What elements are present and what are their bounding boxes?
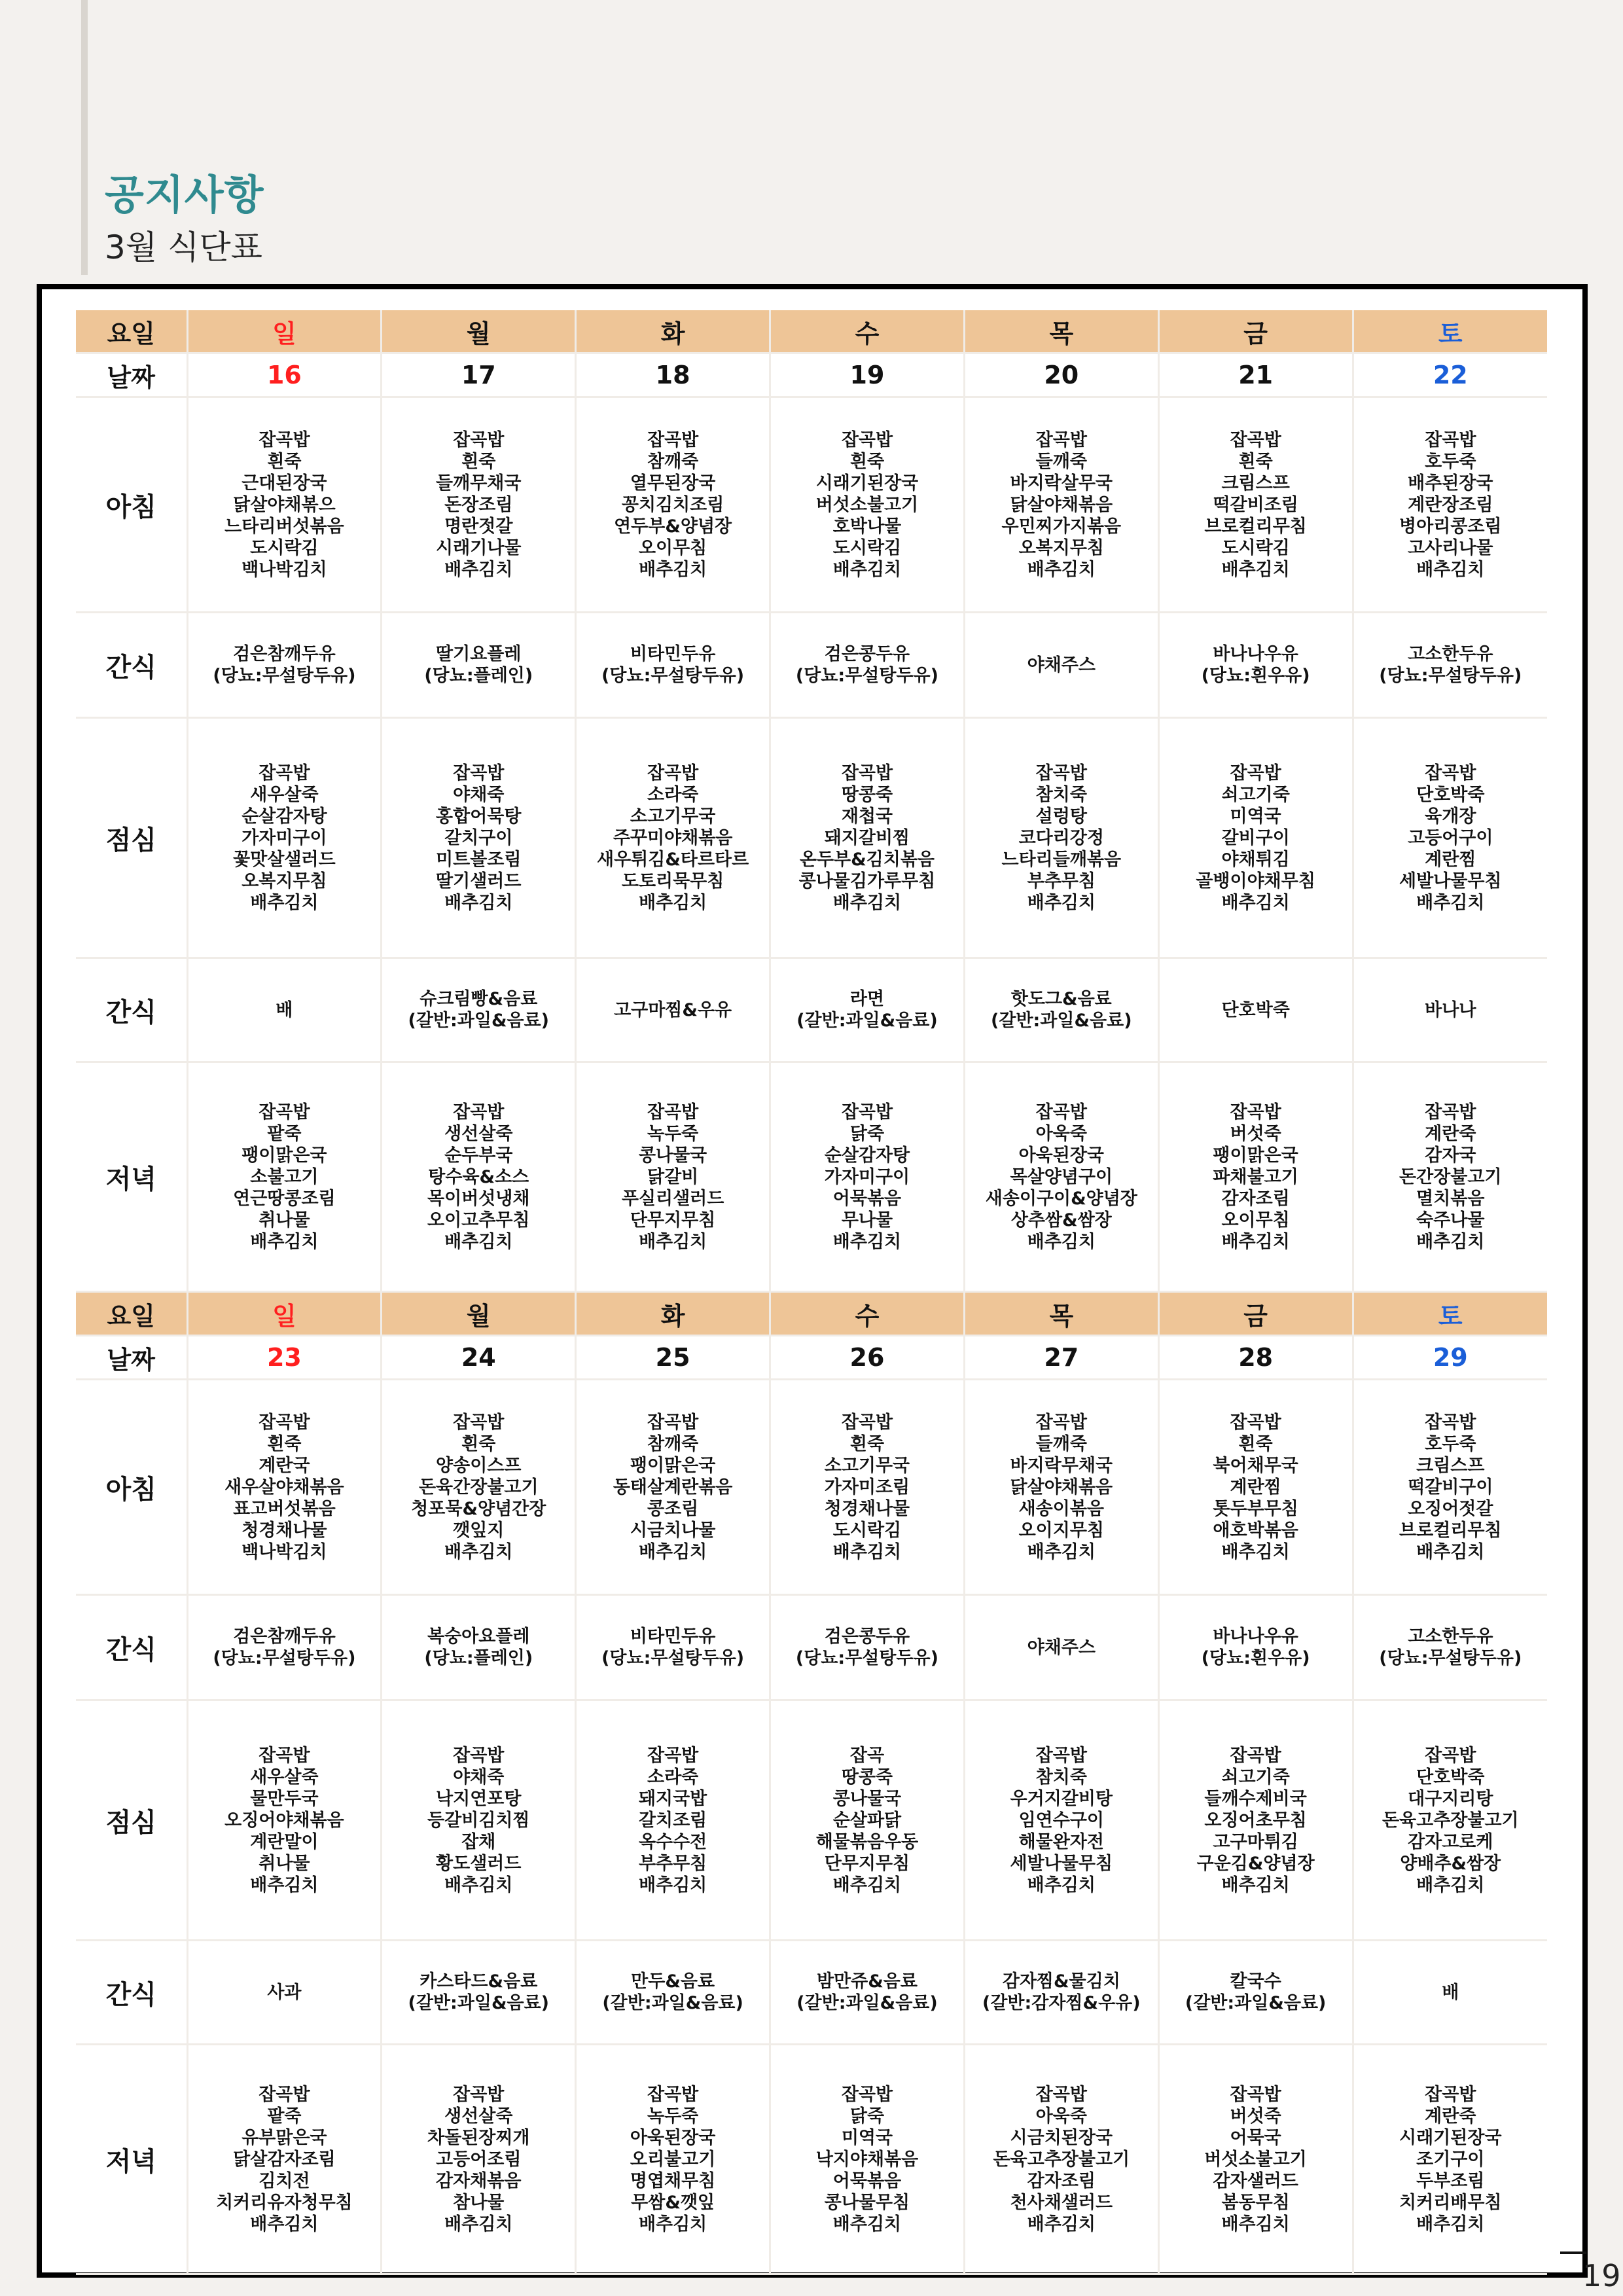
dinner-cell — [187, 1062, 382, 1292]
page-title: 공지사항 — [105, 171, 264, 219]
dinner-menu-text: 잡곡밥 녹두죽 콩나물국 닭갈비 푸실리샐러드 단무지무침 배추김치 — [621, 1102, 724, 1252]
afternoon-snack-cell — [1158, 1941, 1353, 2045]
date-row-label: 날짜 — [76, 353, 187, 397]
morning-snack-menu-text: 검은콩두유 (당뇨:무설탕두유) — [795, 1626, 938, 1668]
dinner-menu-text: 잡곡밥 계란죽 시래기된장국 조기구이 두부조림 치커리배무침 배추김치 — [1399, 2084, 1502, 2234]
morning-snack-cell — [1158, 1595, 1353, 1700]
breakfast-cell — [187, 397, 382, 613]
lunch-menu-text: 잡곡밥 소라죽 돼지국밥 갈치조림 옥수수전 부추무침 배추김치 — [638, 1745, 707, 1895]
lunch-menu-text: 잡곡밥 야채죽 낙지연포탕 등갈비김치찜 잡채 황도샐러드 배추김치 — [427, 1745, 530, 1895]
date-row — [76, 1336, 1547, 1380]
morning-snack-menu-text: 비타민두유 (당뇨:무설탕두유) — [601, 1626, 745, 1668]
morning-snack-menu-text: 고소한두유 (당뇨:무설탕두유) — [1379, 644, 1522, 686]
breakfast-cell — [187, 1380, 382, 1595]
date-cell: 27 — [964, 1336, 1158, 1380]
afternoon-snack-menu-text: 단호박죽 — [1221, 999, 1290, 1020]
breakfast-menu-text: 잡곡밥 흰죽 시래기된장국 버섯소불고기 호박나물 도시락김 배추김치 — [815, 429, 919, 580]
page-corner-line — [1560, 2251, 1586, 2254]
breakfast-menu-text: 잡곡밥 흰죽 근대된장국 닭살야채볶으 느타리버섯볶음 도시락김 백나박김치 — [224, 429, 344, 580]
afternoon-snack-label: 간식 — [76, 958, 187, 1062]
afternoon-snack-cell — [576, 1941, 770, 2045]
morning-snack-menu-text: 딸기요플레 (당뇨:플레인) — [424, 644, 533, 686]
breakfast-cell — [964, 1380, 1158, 1595]
date-cell: 18 — [576, 353, 770, 397]
breakfast-menu-text: 잡곡밥 흰죽 크림스프 떡갈비조림 브로컬리무침 도시락김 배추김치 — [1204, 429, 1307, 580]
lunch-menu-text: 잡곡밥 쇠고기죽 들깨수제비국 오징어초무침 고구마튀김 구운김&양념장 배추김치 — [1196, 1745, 1315, 1895]
weekday-header: 금 — [1158, 310, 1353, 353]
weekday-header: 목 — [964, 1292, 1158, 1336]
breakfast-cell — [964, 397, 1158, 613]
dinner-menu-text: 잡곡밥 아욱죽 시금치된장국 돈육고추장불고기 감자조림 천사채샐러드 배추김치 — [993, 2084, 1130, 2234]
afternoon-snack-menu-text: 카스타드&음료 (갈반:과일&음료) — [408, 1971, 550, 2013]
dinner-cell — [382, 1062, 576, 1292]
lunch-menu-text: 잡곡 땅콩죽 콩나물국 순살파닭 해물볶음우동 단무지무침 배추김치 — [815, 1745, 919, 1895]
lunch-row — [76, 1700, 1547, 1941]
weekday-header: 수 — [770, 1292, 965, 1336]
lunch-cell — [382, 1700, 576, 1941]
dinner-menu-text: 잡곡밥 계란죽 감자국 돈간장불고기 멸치볶음 숙주나물 배추김치 — [1399, 1102, 1502, 1252]
afternoon-snack-cell — [964, 1941, 1158, 2045]
lunch-menu-text: 잡곡밥 야채죽 홍합어묵탕 갈치구이 미트볼조림 딸기샐러드 배추김치 — [436, 762, 522, 913]
breakfast-label: 아침 — [76, 397, 187, 613]
afternoon-snack-label: 간식 — [76, 1941, 187, 2045]
weekday-header: 월 — [382, 1292, 576, 1336]
afternoon-snack-menu-text: 바나나 — [1425, 999, 1476, 1020]
morning-snack-menu-text: 검은참깨두유 (당뇨:무설탕두유) — [213, 644, 356, 686]
dinner-menu-text: 잡곡밥 닭죽 미역국 낙지야채볶음 어묵볶음 콩나물무침 배추김치 — [815, 2084, 919, 2234]
morning-snack-menu-text: 검은참깨두유 (당뇨:무설탕두유) — [213, 1626, 356, 1668]
morning-snack-menu-text: 복숭아요플레 (당뇨:플레인) — [424, 1626, 533, 1668]
morning-snack-cell — [1353, 1595, 1547, 1700]
afternoon-snack-cell — [770, 958, 965, 1062]
morning-snack-label: 간식 — [76, 613, 187, 718]
breakfast-menu-text: 잡곡밥 호두죽 배추된장국 계란장조림 병아리콩조림 고사리나물 배추김치 — [1399, 429, 1502, 580]
dinner-cell — [1353, 2045, 1547, 2274]
morning-snack-cell — [770, 613, 965, 718]
morning-snack-label: 간식 — [76, 1595, 187, 1700]
weekday-header: 수 — [770, 310, 965, 353]
morning-snack-menu-text: 바나나우유 (당뇨:흰우유) — [1201, 644, 1310, 686]
lunch-menu-text: 잡곡밥 새우살죽 순살감자탕 가자미구이 꽃맛살샐러드 오복지무침 배추김치 — [233, 762, 336, 913]
lunch-menu-text: 잡곡밥 소라죽 소고기무국 주꾸미야채볶음 새우튀김&타르타르 도토리묵무침 배추김치 — [597, 762, 749, 913]
morning-snack-cell — [770, 1595, 965, 1700]
page-subtitle: 3월 식단표 — [105, 228, 262, 266]
morning-snack-menu-text: 비타민두유 (당뇨:무설탕두유) — [601, 644, 745, 686]
date-cell: 26 — [770, 1336, 965, 1380]
lunch-row — [76, 718, 1547, 958]
morning-snack-cell — [382, 1595, 576, 1700]
afternoon-snack-menu-text: 칼국수 (갈반:과일&음료) — [1185, 1971, 1327, 2013]
afternoon-snack-menu-text: 라면 (갈반:과일&음료) — [796, 989, 938, 1031]
afternoon-snack-menu-text: 사과 — [267, 1982, 302, 2003]
dinner-menu-text: 잡곡밥 생선살죽 순두부국 탕수육&소스 목이버섯냉채 오이고추무침 배추김치 — [427, 1102, 530, 1252]
meal-menu-body — [76, 310, 1547, 2274]
afternoon-snack-menu-text: 배 — [1442, 1982, 1459, 2003]
lunch-menu-text: 잡곡밥 참치죽 우거지갈비탕 임연수구이 해물완자전 세발나물무침 배추김치 — [1010, 1745, 1113, 1895]
dinner-menu-text: 잡곡밥 버섯죽 팽이맑은국 파채불고기 감자조림 오이무침 배추김치 — [1213, 1102, 1298, 1252]
dinner-row — [76, 2045, 1547, 2274]
dinner-cell — [187, 2045, 382, 2274]
weekday-header: 토 — [1353, 310, 1547, 353]
dinner-cell — [1353, 1062, 1547, 1292]
afternoon-snack-menu-text: 만두&음료 (갈반:과일&음료) — [602, 1971, 743, 2013]
date-cell: 25 — [576, 1336, 770, 1380]
weekday-header-row — [76, 310, 1547, 353]
lunch-cell — [1353, 1700, 1547, 1941]
afternoon-snack-cell — [1353, 1941, 1547, 2045]
morning-snack-cell — [382, 613, 576, 718]
breakfast-menu-text: 잡곡밥 들깨죽 바지락살무국 닭살야채볶음 우민찌가지볶음 오복지무침 배추김치 — [1001, 429, 1122, 580]
lunch-cell — [964, 1700, 1158, 1941]
date-cell: 17 — [382, 353, 576, 397]
morning-snack-menu-text: 검은콩두유 (당뇨:무설탕두유) — [795, 644, 938, 686]
dinner-menu-text: 잡곡밥 닭죽 순살감자탕 가자미구이 어묵볶음 무나물 배추김치 — [824, 1102, 910, 1252]
breakfast-cell — [770, 397, 965, 613]
dinner-cell — [964, 2045, 1158, 2274]
breakfast-menu-text: 잡곡밥 참깨죽 열무된장국 꽁치김치조림 연두부&양념장 오이무침 배추김치 — [614, 429, 732, 580]
lunch-menu-text: 잡곡밥 새우살죽 물만두국 오징어야채볶음 계란말이 취나물 배추김치 — [224, 1745, 344, 1895]
lunch-menu-text: 잡곡밥 단호박죽 육개장 고등어구이 계란찜 세발나물무침 배추김치 — [1399, 762, 1502, 913]
dinner-cell — [770, 1062, 965, 1292]
date-cell: 24 — [382, 1336, 576, 1380]
morning-snack-cell — [964, 1595, 1158, 1700]
afternoon-snack-menu-text: 감자찜&물김치 (갈반:감자찜&우유) — [982, 1971, 1141, 2013]
lunch-menu-text: 잡곡밥 단호박죽 대구지리탕 돈육고추장불고기 감자고로케 양배추&쌈장 배추김치 — [1382, 1745, 1519, 1895]
lunch-menu-text: 잡곡밥 참치죽 설렁탕 코다리강정 느타리들깨볶음 부추무침 배추김치 — [1001, 762, 1122, 913]
breakfast-menu-text: 잡곡밥 흰죽 들깨무채국 돈장조림 명란젓갈 시래기나물 배추김치 — [436, 429, 522, 580]
lunch-cell — [1353, 718, 1547, 958]
afternoon-snack-cell — [964, 958, 1158, 1062]
date-cell: 28 — [1158, 1336, 1353, 1380]
lunch-cell — [770, 718, 965, 958]
lunch-label: 점심 — [76, 718, 187, 958]
weekday-row-label: 요일 — [76, 310, 187, 353]
dinner-menu-text: 잡곡밥 녹두죽 아욱된장국 오리불고기 명엽채무침 무쌈&깻잎 배추김치 — [630, 2084, 716, 2234]
lunch-cell — [187, 718, 382, 958]
weekday-header: 금 — [1158, 1292, 1353, 1336]
date-row — [76, 353, 1547, 397]
weekday-header: 목 — [964, 310, 1158, 353]
lunch-menu-text: 잡곡밥 땅콩죽 재첩국 돼지갈비찜 온두부&김치볶음 콩나물김가루무침 배추김치 — [798, 762, 936, 913]
morning-snack-cell — [187, 1595, 382, 1700]
afternoon-snack-menu-text: 핫도그&음료 (갈반:과일&음료) — [991, 989, 1132, 1031]
dinner-cell — [576, 1062, 770, 1292]
lunch-cell — [576, 1700, 770, 1941]
dinner-menu-text: 잡곡밥 생선살죽 차돌된장찌개 고등어조림 감자채볶음 참나물 배추김치 — [427, 2084, 530, 2234]
dinner-label: 저녁 — [76, 1062, 187, 1292]
afternoon-snack-cell — [1353, 958, 1547, 1062]
breakfast-cell — [1353, 397, 1547, 613]
weekday-header: 화 — [576, 1292, 770, 1336]
accent-bar — [81, 0, 88, 275]
afternoon-snack-cell — [187, 1941, 382, 2045]
morning-snack-cell — [964, 613, 1158, 718]
morning-snack-cell — [1353, 613, 1547, 718]
morning-snack-menu-text: 야채주스 — [1027, 655, 1096, 675]
lunch-cell — [770, 1700, 965, 1941]
lunch-cell — [382, 718, 576, 958]
afternoon-snack-cell — [1158, 958, 1353, 1062]
breakfast-cell — [1158, 1380, 1353, 1595]
afternoon-snack-cell — [382, 1941, 576, 2045]
afternoon-snack-menu-text: 고구마찜&우유 — [614, 999, 732, 1020]
breakfast-cell — [576, 1380, 770, 1595]
dinner-cell — [576, 2045, 770, 2274]
morning-snack-cell — [576, 1595, 770, 1700]
afternoon-snack-row — [76, 1941, 1547, 2045]
dinner-cell — [382, 2045, 576, 2274]
afternoon-snack-row — [76, 958, 1547, 1062]
weekday-header: 일 — [187, 1292, 382, 1336]
afternoon-snack-cell — [382, 958, 576, 1062]
afternoon-snack-cell — [576, 958, 770, 1062]
morning-snack-row — [76, 1595, 1547, 1700]
dinner-menu-text: 잡곡밥 팥죽 팽이맑은국 소불고기 연근땅콩조림 취나물 배추김치 — [233, 1102, 336, 1252]
breakfast-label: 아침 — [76, 1380, 187, 1595]
weekday-header: 월 — [382, 310, 576, 353]
meal-menu-table — [76, 310, 1547, 2275]
morning-snack-cell — [187, 613, 382, 718]
dinner-cell — [1158, 2045, 1353, 2274]
date-cell: 29 — [1353, 1336, 1547, 1380]
date-cell: 21 — [1158, 353, 1353, 397]
afternoon-snack-cell — [187, 958, 382, 1062]
date-cell: 23 — [187, 1336, 382, 1380]
breakfast-cell — [1353, 1380, 1547, 1595]
lunch-cell — [964, 718, 1158, 958]
dinner-label: 저녁 — [76, 2045, 187, 2274]
dinner-menu-text: 잡곡밥 아욱죽 아욱된장국 목살양념구이 새송이구이&양념장 상추쌈&쌈장 배추김치 — [985, 1102, 1137, 1252]
breakfast-menu-text: 잡곡밥 들깨죽 바지락무채국 닭살야채볶음 새송이볶음 오이지무침 배추김치 — [1010, 1412, 1113, 1562]
date-cell: 19 — [770, 353, 965, 397]
afternoon-snack-menu-text: 배 — [276, 999, 293, 1020]
breakfast-cell — [382, 1380, 576, 1595]
breakfast-menu-text: 잡곡밥 호두죽 크림스프 떡갈비구이 오징어젓갈 브로컬리무침 배추김치 — [1399, 1412, 1502, 1562]
afternoon-snack-menu-text: 밤만쥬&음료 (갈반:과일&음료) — [796, 1971, 938, 2013]
breakfast-cell — [1158, 397, 1353, 613]
dinner-row — [76, 1062, 1547, 1292]
breakfast-cell — [576, 397, 770, 613]
morning-snack-row — [76, 613, 1547, 718]
breakfast-menu-text: 잡곡밥 흰죽 북어채무국 계란찜 톳두부무침 애호박볶음 배추김치 — [1213, 1412, 1298, 1562]
date-cell: 22 — [1353, 353, 1547, 397]
lunch-cell — [1158, 718, 1353, 958]
date-row-label: 날짜 — [76, 1336, 187, 1380]
dinner-cell — [770, 2045, 965, 2274]
weekday-row-label: 요일 — [76, 1292, 187, 1336]
weekday-header: 일 — [187, 310, 382, 353]
dinner-cell — [964, 1062, 1158, 1292]
dinner-cell — [1158, 1062, 1353, 1292]
breakfast-cell — [382, 397, 576, 613]
breakfast-menu-text: 잡곡밥 흰죽 소고기무국 가자미조림 청경채나물 도시락김 배추김치 — [824, 1412, 910, 1562]
morning-snack-menu-text: 야채주스 — [1027, 1637, 1096, 1658]
lunch-cell — [576, 718, 770, 958]
lunch-cell — [1158, 1700, 1353, 1941]
breakfast-menu-text: 잡곡밥 참깨죽 팽이맑은국 동태살계란볶음 콩조림 시금치나물 배추김치 — [613, 1412, 733, 1562]
afternoon-snack-cell — [770, 1941, 965, 2045]
weekday-header: 화 — [576, 310, 770, 353]
date-cell: 16 — [187, 353, 382, 397]
dinner-menu-text: 잡곡밥 팥죽 유부맑은국 닭살감자조림 김치전 치커리유자청무침 배추김치 — [216, 2084, 353, 2234]
morning-snack-cell — [576, 613, 770, 718]
weekday-header: 토 — [1353, 1292, 1547, 1336]
weekday-header-row — [76, 1292, 1547, 1336]
morning-snack-menu-text: 고소한두유 (당뇨:무설탕두유) — [1379, 1626, 1522, 1668]
breakfast-menu-text: 잡곡밥 흰죽 양송이스프 돈육간장불고기 청포묵&양념간장 깻잎지 배추김치 — [411, 1412, 546, 1562]
date-cell: 20 — [964, 353, 1158, 397]
breakfast-row — [76, 1380, 1547, 1595]
dinner-menu-text: 잡곡밥 버섯죽 어묵국 버섯소불고기 감자샐러드 봄동무침 배추김치 — [1204, 2084, 1307, 2234]
breakfast-cell — [770, 1380, 965, 1595]
lunch-cell — [187, 1700, 382, 1941]
morning-snack-menu-text: 바나나우유 (당뇨:흰우유) — [1201, 1626, 1310, 1668]
afternoon-snack-menu-text: 슈크림빵&음료 (갈반:과일&음료) — [408, 989, 550, 1031]
page-number: 19 — [1582, 2258, 1621, 2293]
lunch-menu-text: 잡곡밥 쇠고기죽 미역국 갈비구이 야채튀김 골뱅이야채무침 배추김치 — [1196, 762, 1315, 913]
morning-snack-cell — [1158, 613, 1353, 718]
breakfast-menu-text: 잡곡밥 흰죽 계란국 새우살야채볶음 표고버섯볶음 청경채나물 백나박김치 — [224, 1412, 344, 1562]
lunch-label: 점심 — [76, 1700, 187, 1941]
breakfast-row — [76, 397, 1547, 613]
